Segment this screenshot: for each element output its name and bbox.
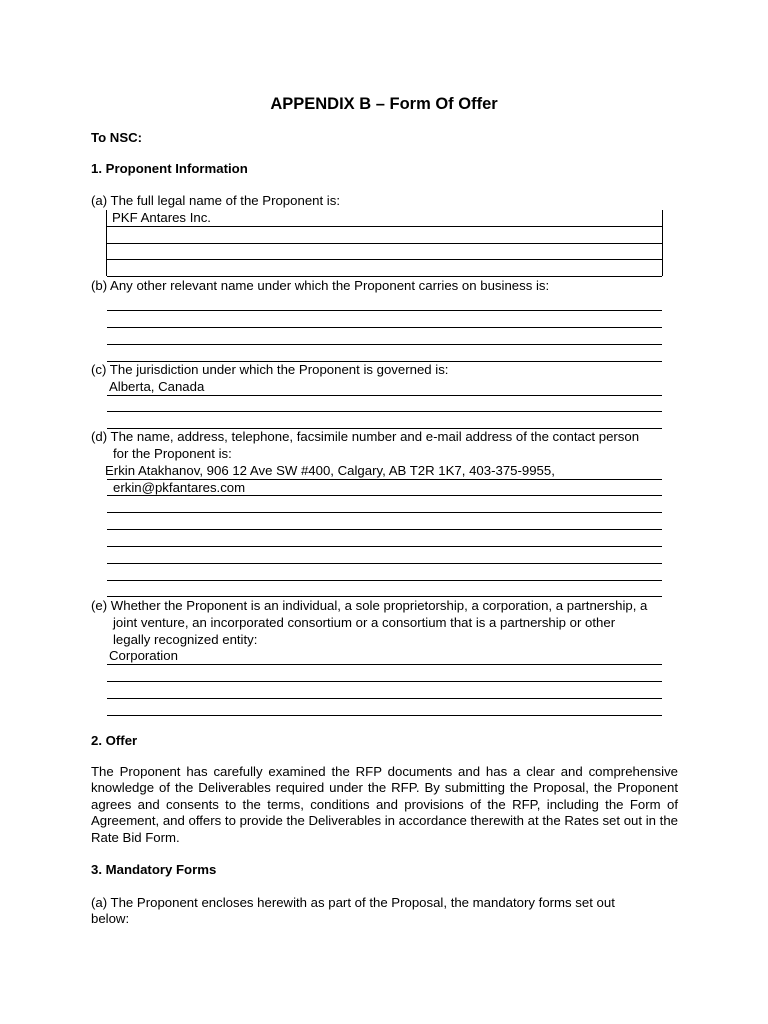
section1-heading: 1. Proponent Information xyxy=(91,161,248,176)
field-c-label: (c) The jurisdiction under which the Proponent is governed is: xyxy=(91,362,449,377)
section2-heading: 2. Offer xyxy=(91,733,138,748)
field-e-label-2: joint venture, an incorporated consortium or a consortium that is a partnership or other xyxy=(113,615,616,630)
field-b-line-3 xyxy=(107,344,662,345)
section3-heading: 3. Mandatory Forms xyxy=(91,862,217,877)
field-d-value-1[interactable]: Erkin Atakhanov, 906 12 Ave SW #400, Calgary, AB T2R 1K7, 403-375-9955, xyxy=(105,463,555,478)
field-a-line-4 xyxy=(107,276,662,277)
field-d-line-2 xyxy=(107,495,662,496)
addressee: To NSC: xyxy=(91,130,143,145)
field-e-line-4 xyxy=(107,715,662,716)
field-d-label-1: (d) The name, address, telephone, facsimile number and e-mail address of the contact person xyxy=(91,429,640,444)
field-d-line-6 xyxy=(107,563,662,564)
field-a-line-3 xyxy=(107,259,662,260)
section3-text-1: (a) The Proponent encloses herewith as part of the Proposal, the mandatory forms set out xyxy=(91,895,615,910)
field-d-line-1 xyxy=(107,479,662,480)
field-e-line-2 xyxy=(107,681,662,682)
field-a-box-right xyxy=(662,210,663,276)
field-d-line-5 xyxy=(107,546,662,547)
field-d-line-4 xyxy=(107,529,662,530)
field-d-line-7 xyxy=(107,580,662,581)
field-c-value[interactable]: Alberta, Canada xyxy=(109,379,205,394)
field-d-label-2: for the Proponent is: xyxy=(113,446,232,461)
field-e-line-1 xyxy=(107,664,662,665)
field-d-value-2[interactable]: erkin@pkfantares.com xyxy=(113,480,246,495)
field-d-line-3 xyxy=(107,512,662,513)
field-a-line-1 xyxy=(107,226,662,227)
field-b-label: (b) Any other relevant name under which the Proponent carries on business is: xyxy=(91,278,550,293)
field-a-label: (a) The full legal name of the Proponent is: xyxy=(91,193,340,208)
field-b-line-2 xyxy=(107,327,662,328)
offer-paragraph: The Proponent has carefully examined the RFP documents and has a clear and comprehensive knowledge of the Deliverables required under the RFP. By submitting the Proposal, the Proponent agrees and consents to the terms, conditions and provisions of the RFP, including the Form of Agreement, and offers to provide the Deliverables in accordance therewith at the Rates set out in the Rate Bid Form. xyxy=(91,764,678,845)
field-a-value[interactable]: PKF Antares Inc. xyxy=(112,210,211,225)
field-d-line-8 xyxy=(107,596,662,597)
field-e-value[interactable]: Corporation xyxy=(109,648,178,663)
field-e-label-1: (e) Whether the Proponent is an individual, a sole proprietorship, a corporation, a partnership, a xyxy=(91,598,648,613)
field-e-line-3 xyxy=(107,698,662,699)
field-b-line-1 xyxy=(107,310,662,311)
field-a-line-2 xyxy=(107,243,662,244)
field-c-line-2 xyxy=(107,411,662,412)
field-c-line-1 xyxy=(107,395,662,396)
field-e-label-3: legally recognized entity: xyxy=(113,632,258,647)
page-title: APPENDIX B – Form Of Offer xyxy=(270,95,498,113)
section3-text-2: below: xyxy=(91,911,130,926)
